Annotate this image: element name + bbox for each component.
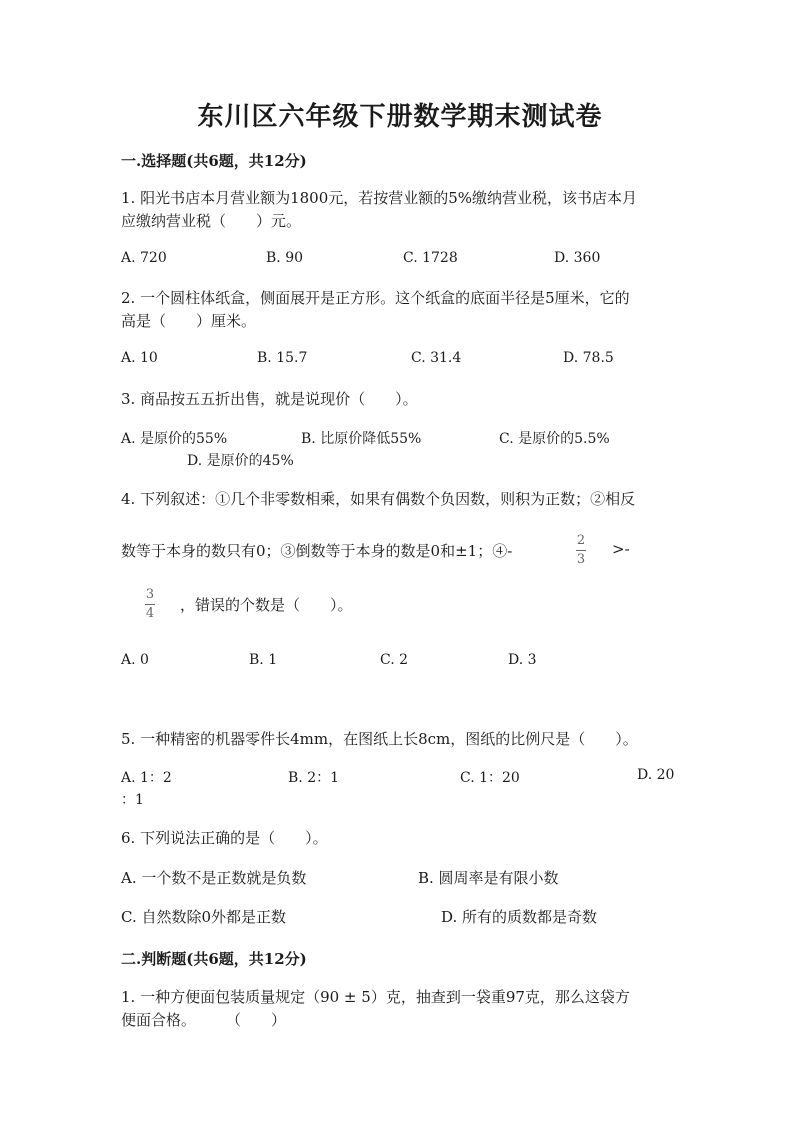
greater-than-sign: >- xyxy=(612,540,630,558)
question-1-line1: 1. 阳光书店本月营业额为1800元，若按营业额的5%缴纳营业税，该书店本月 xyxy=(121,189,638,207)
option-d: D. 20 xyxy=(637,767,675,783)
question-4-line3: ，错误的个数是（ ）。 xyxy=(180,596,353,614)
question-2-line2: 高是（ ）厘米。 xyxy=(121,312,257,330)
option-a: A. 720 xyxy=(121,250,167,266)
option-b: B. 1 xyxy=(249,652,278,668)
option-b: B. 圆周率是有限小数 xyxy=(418,869,559,887)
fraction-bar xyxy=(145,604,155,605)
question-5-line1: 5. 一种精密的机器零件长4mm，在图纸上长8cm，图纸的比例尺是（ ）。 xyxy=(121,730,638,748)
option-c: C. 31.4 xyxy=(411,350,462,366)
question-4-line2: 数等于本身的数只有0；③倒数等于本身的数是0和±1；④- xyxy=(121,542,513,560)
section-heading-judgement: 二.判断题(共6题，共12分) xyxy=(121,950,307,968)
question-1 xyxy=(121,187,681,233)
page-title: 东川区六年级下册数学期末测试卷 xyxy=(197,102,603,132)
fraction-numerator: 2 xyxy=(576,533,586,548)
judgement-1 xyxy=(121,986,681,1032)
option-a: A. 0 xyxy=(121,652,149,668)
fraction-denominator: 3 xyxy=(576,552,586,567)
option-b: B. 15.7 xyxy=(257,350,308,366)
option-c: C. 1728 xyxy=(403,250,458,266)
judgement-1-line1: 1. 一种方便面包装质量规定（90 ± 5）克，抽查到一袋重97克，那么这袋方 xyxy=(121,988,630,1006)
option-b: B. 比原价降低55% xyxy=(301,431,422,447)
option-c: C. 1：20 xyxy=(460,770,520,786)
fraction-denominator: 4 xyxy=(145,606,155,621)
question-3 xyxy=(121,388,681,411)
option-d: D. 3 xyxy=(508,652,537,668)
option-d: D. 78.5 xyxy=(563,350,614,366)
question-3-line1: 3. 商品按五五折出售，就是说现价（ ）。 xyxy=(121,390,418,408)
option-d: D. 所有的质数都是奇数 xyxy=(441,908,598,926)
fraction-numerator: 3 xyxy=(145,587,155,602)
question-4-line1: 4. 下列叙述：①几个非零数相乘，如果有偶数个负因数，则积为正数；②相反 xyxy=(121,490,636,508)
option-c: C. 2 xyxy=(380,652,409,668)
fraction-three-quarters xyxy=(145,587,155,622)
option-d-wrap: ：1 xyxy=(121,792,144,808)
option-d: D. 360 xyxy=(554,250,601,266)
question-1-line2: 应缴纳营业税（ ）元。 xyxy=(121,212,302,230)
judgement-1-line2: 便面合格。 （ ） xyxy=(121,1011,287,1029)
question-2 xyxy=(121,287,681,333)
question-6-line1: 6. 下列说法正确的是（ ）。 xyxy=(121,829,328,847)
option-b: B. 90 xyxy=(266,250,304,266)
option-a: A. 10 xyxy=(121,350,158,366)
option-a: A. 是原价的55% xyxy=(121,431,228,447)
option-c: C. 是原价的5.5% xyxy=(499,431,610,447)
question-2-line1: 2. 一个圆柱体纸盒，侧面展开是正方形。这个纸盒的底面半径是5厘米，它的 xyxy=(121,289,630,307)
option-b: B. 2：1 xyxy=(288,770,340,786)
section-heading-choice: 一.选择题(共6题，共12分) xyxy=(121,152,307,170)
option-c: C. 自然数除0外都是正数 xyxy=(121,908,287,926)
fraction-bar xyxy=(576,550,586,551)
option-a: A. 1：2 xyxy=(121,770,172,786)
option-a: A. 一个数不是正数就是负数 xyxy=(121,869,307,887)
option-d: D. 是原价的45% xyxy=(187,453,294,469)
fraction-two-thirds xyxy=(576,533,586,568)
